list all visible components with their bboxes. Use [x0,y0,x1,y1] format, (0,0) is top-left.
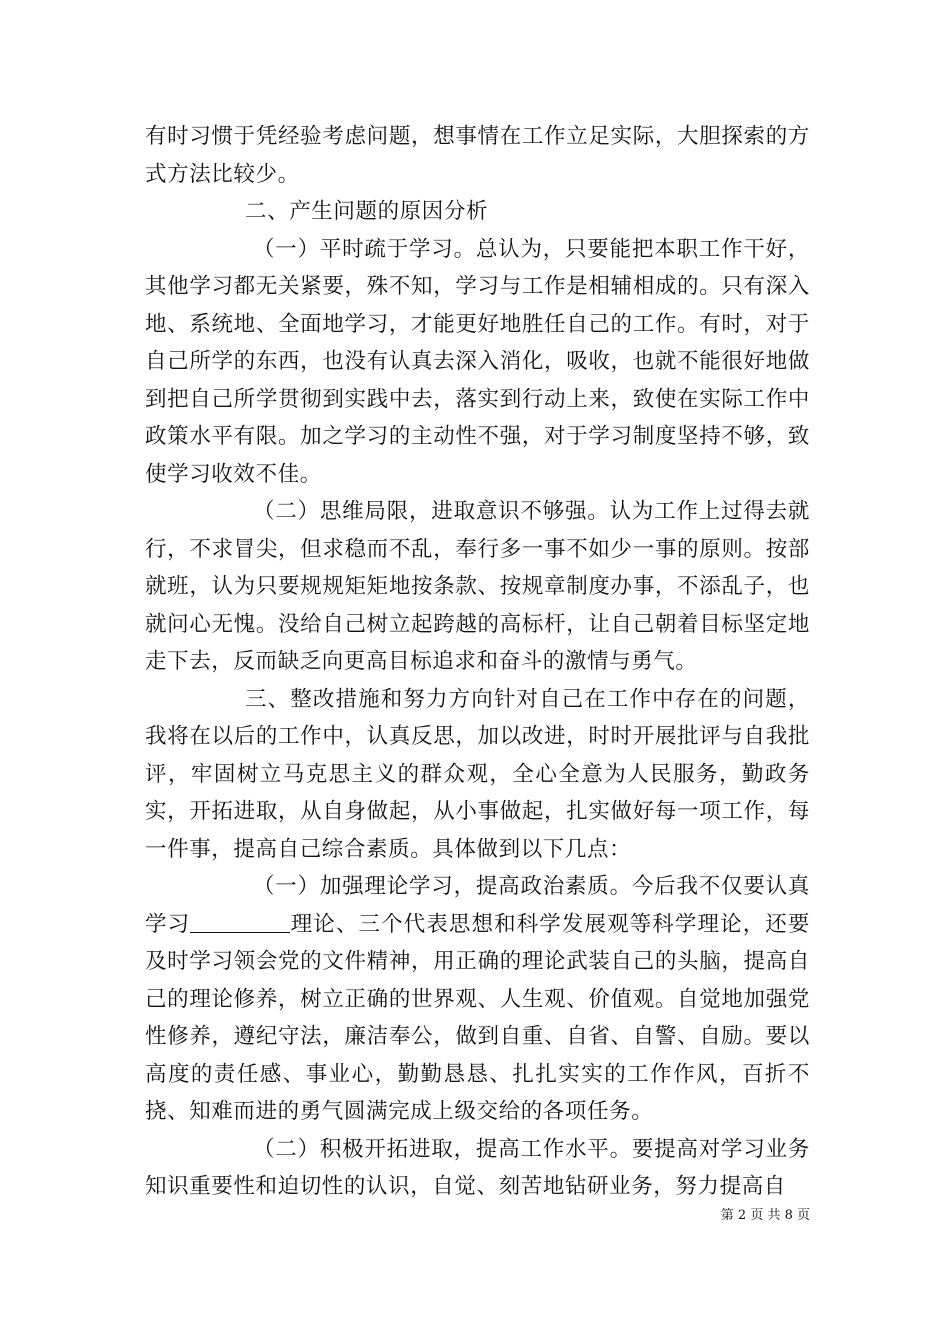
section-heading-causes: 二、产生问题的原因分析 [245,199,489,224]
blank-underline [190,912,290,933]
paragraph-cause-1: （一）平时疏于学习。总认为，只要能把本职工作干好，其他学习都无关紧要，殊不知，学习与工作是相辅相成的。只有深入地、系统地、全面地学习，才能更好地胜任自己的工作。有时，对于自己所学的东西，也没有认真去深入消化，吸收，也就不能很好地做到把自己所学贯彻到实践中去，落实到行动上来，致使在实际工作中政策水平有限。加之学习的主动性不强，对于学习制度坚持不够，致使学习收效不佳。 [145,236,810,487]
paragraph-measure-2: （二）积极开拓进取，提高工作水平。要提高对学习业务知识重要性和迫切性的认识，自觉、刻苦地钻研业务，努力提高自 [145,1136,810,1199]
paragraph-measure-1-start: （一）加强理论学习，提高政治素质。今后我不仅要认真学习 [145,874,810,937]
paragraph-cause-2: （二）思维局限，进取意识不够强。认为工作上过得去就行，不求冒尖，但求稳而不乱，奉行多一事不如少一事的原则。按部就班，认为只要规规矩矩地按条款、按规章制度办事，不添乱子，也就问心无愧。没给自己树立起跨越的高标杆，让自己朝着目标坚定地走下去，反而缺乏向更高目标追求和奋斗的激情与勇气。 [145,499,810,674]
document-body [145,118,810,1206]
page-number-footer: 第 2 页 共 8 页 [720,1208,810,1223]
paragraph-measure-1-rest: 理论、三个代表思想和科学发展观等科学理论，还要及时学习领会党的文件精神，用正确的理论武装自己的头脑，提高自己的理论修养，树立正确的世界观、人生观、价值观。自觉地加强党性修养，遵纪守法，廉洁奉公，做到自重、自省、自警、自励。要以高度的责任感、事业心，勤勤恳恳、扎扎实实的工作作风，百折不挠、知难而进的勇气圆满完成上级交给的各项任务。 [145,911,810,1124]
paragraph-continued: 有时习惯于凭经验考虑问题，想事情在工作立足实际，大胆探索的方式方法比较少。 [145,124,810,187]
paragraph-measure-1 [145,868,810,1131]
paragraph-measures: 三、整改措施和努力方向针对自己在工作中存在的问题，我将在以后的工作中，认真反思，加以改进，时时开展批评与自我批评，牢固树立马克思主义的群众观，全心全意为人民服务，勤政务实，开拓进取，从自身做起，从小事做起，扎实做好每一项工作，每一件事，提高自己综合素质。具体做到以下几点： [145,686,810,862]
